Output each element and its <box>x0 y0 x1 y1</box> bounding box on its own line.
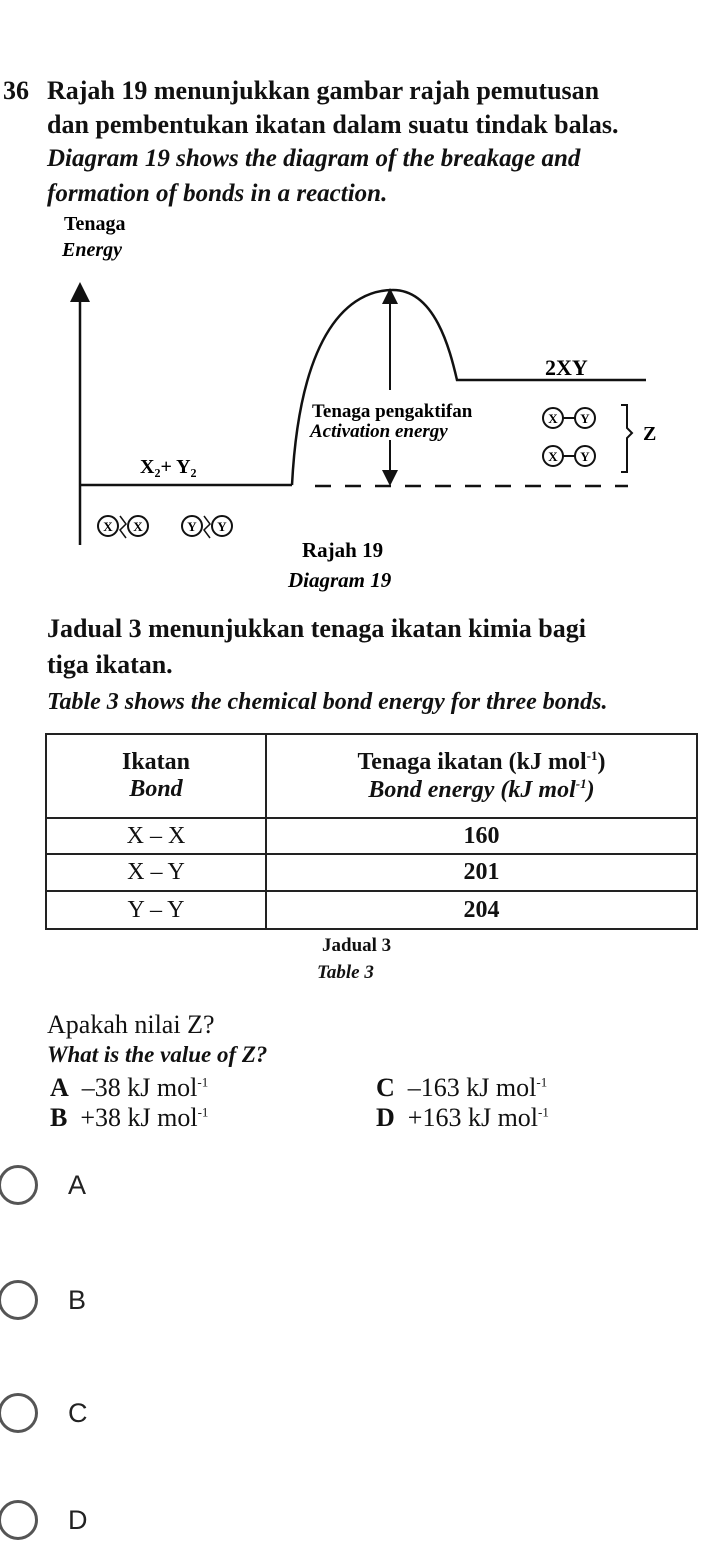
table-row <box>46 854 697 891</box>
atom-y: Y <box>217 519 227 534</box>
table-row <box>46 891 697 929</box>
answer-option-b[interactable] <box>0 1275 86 1325</box>
radio-button-d[interactable] <box>0 1500 38 1540</box>
energy-cell: 201 <box>266 854 697 891</box>
answer-option-c[interactable] <box>0 1388 88 1438</box>
y-axis-label-en: Energy <box>62 239 122 261</box>
table-intro-en: Table 3 shows the chemical bond energy for three bonds. <box>47 689 608 715</box>
bond-cell: Y – Y <box>46 891 266 929</box>
radio-button-a[interactable] <box>0 1165 38 1205</box>
xx-molecule-broken <box>98 516 148 538</box>
atom-x: X <box>103 519 113 534</box>
activation-label-en: Activation energy <box>310 421 448 442</box>
xy-molecule-2 <box>543 446 595 466</box>
intro-ms-line1: Rajah 19 menunjukkan gambar rajah pemutusan <box>47 76 600 105</box>
diagram-caption-en: Diagram 19 <box>288 568 392 592</box>
energy-curve <box>292 290 646 485</box>
table-caption-ms: Jadual 3 <box>322 935 392 956</box>
atom-y: Y <box>580 449 590 464</box>
choice-b: B +38 kJ mol$^{-1}$ <box>50 1103 209 1132</box>
energy-diagram <box>0 200 726 600</box>
header-energy-ms: Tenaga ikatan (kJ mol$^{-1}$) <box>357 748 606 775</box>
header-energy-en: Bond energy (kJ mol$^{-1}$) <box>368 776 595 803</box>
diagram-caption-ms: Rajah 19 <box>302 538 384 562</box>
choice-c: C –163 kJ mol$^{-1}$ <box>376 1073 548 1102</box>
answer-option-label: D <box>68 1504 88 1535</box>
table-row <box>46 818 697 854</box>
bond-cell: X – X <box>46 818 266 854</box>
activation-label-ms: Tenaga pengaktifan <box>312 401 473 422</box>
choice-d: D +163 kJ mol$^{-1}$ <box>376 1103 549 1132</box>
intro-en-line2: formation of bonds in a reaction. <box>47 180 388 207</box>
radio-button-c[interactable] <box>0 1393 38 1433</box>
product-label: 2XY <box>545 355 588 380</box>
answer-option-a[interactable] <box>0 1160 86 1210</box>
energy-cell: 160 <box>266 818 697 854</box>
atom-x: X <box>548 411 558 426</box>
y-axis-label-ms: Tenaga <box>64 213 126 235</box>
atom-x: X <box>133 519 143 534</box>
table-header-row <box>46 734 697 818</box>
radio-button-b[interactable] <box>0 1280 38 1320</box>
header-energy <box>266 734 697 818</box>
z-label: Z <box>643 423 657 445</box>
table-intro-ms-line1: Jadual 3 menunjukkan tenaga ikatan kimia bagi <box>47 614 586 643</box>
choice-a: A –38 kJ mol$^{-1}$ <box>50 1073 209 1102</box>
table-caption-en: Table 3 <box>317 962 374 983</box>
header-bond <box>46 734 266 818</box>
xy-molecule-1 <box>543 408 595 428</box>
answer-option-label: C <box>68 1397 88 1428</box>
prompt-ms: Apakah nilai Z? <box>47 1010 215 1039</box>
yy-molecule-broken <box>182 516 232 538</box>
answer-option-label: B <box>68 1284 87 1315</box>
bond-energy-table <box>45 733 698 930</box>
bond-cell: X – Y <box>46 854 266 891</box>
header-bond-ms: Ikatan <box>121 749 191 775</box>
reactant-label: X₂+ Y₂ <box>140 456 197 478</box>
header-bond-en: Bond <box>129 776 183 802</box>
prompt-en: What is the value of Z? <box>47 1042 268 1067</box>
answer-option-d[interactable] <box>0 1495 88 1545</box>
atom-y: Y <box>580 411 590 426</box>
question-number: 36 <box>3 76 29 105</box>
intro-en-line1: Diagram 19 shows the diagram of the breakage and <box>47 145 581 172</box>
z-bracket <box>621 405 632 472</box>
answer-option-label: A <box>68 1169 87 1200</box>
intro-ms-line2: dan pembentukan ikatan dalam suatu tindak balas. <box>47 110 619 139</box>
energy-cell: 204 <box>266 891 697 929</box>
atom-x: X <box>548 449 558 464</box>
atom-y: Y <box>187 519 197 534</box>
table-intro-ms-line2: tiga ikatan. <box>47 650 173 679</box>
